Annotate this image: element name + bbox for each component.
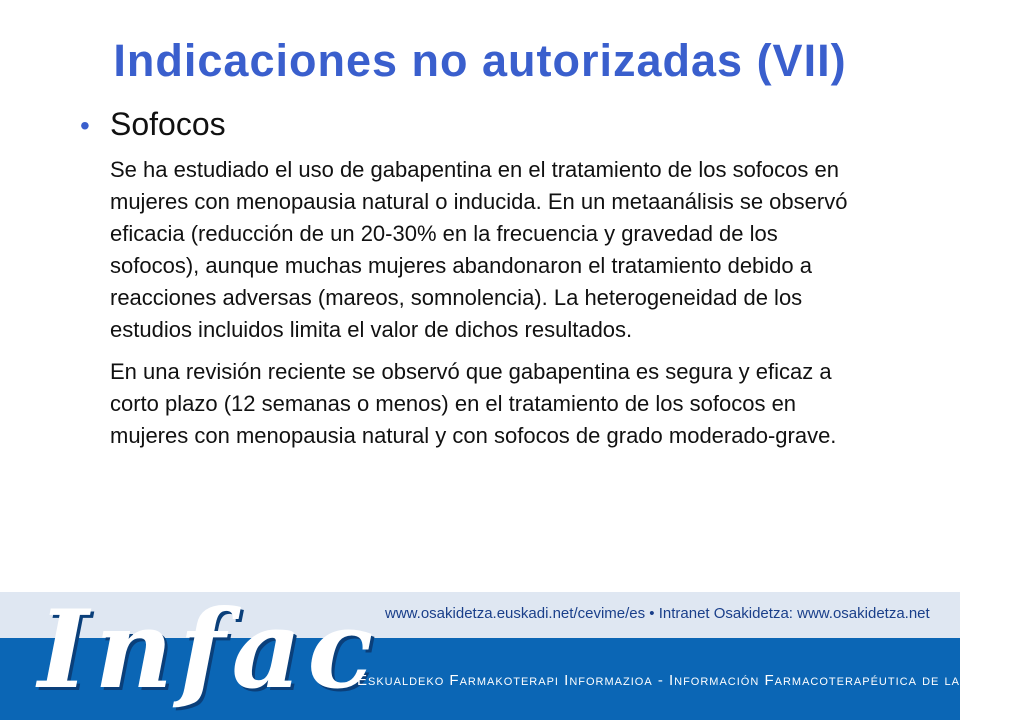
paragraph-review: En una revisión reciente se observó que gabapentina es segura y eficaz a corto plazo (12 semanas o menos) en el tratamiento de los sofocos en mujeres con menopausia natural y con sofocos de grado moderado-grave. — [110, 359, 837, 448]
footer-tagline: Eskualdeko Farmakoterapi Informazioa - Información Farmacoterapéutica de la Comarca — [357, 672, 1031, 689]
infac-logo — [38, 587, 380, 720]
footer-url-line[interactable]: www.osakidetza.euskadi.net/cevime/es • Intranet Osakidetza: www.osakidetza.net — [385, 605, 930, 622]
slide-title: Indicaciones no autorizadas (VII) — [113, 35, 847, 86]
paragraph-metaanalysis: Se ha estudiado el uso de gabapentina en el tratamiento de los sofocos en mujeres con menopausia natural o inducida. En un metaanálisis se observó eficacia (reducción de un 20-30% en la frecuencia y gravedad de los sofocos), aunque muchas mujeres abandonaron el tratamiento debido a reacciones adversas (mareos, somnolencia). La heterogeneidad de los estudios incluidos limita el valor de dichos resultados. — [110, 157, 848, 342]
bullet-heading: Sofocos — [110, 106, 226, 142]
infac-logo-text: Infac — [38, 587, 380, 713]
footer-banner — [0, 587, 1031, 720]
bullet-dot: • — [80, 110, 90, 141]
slide-content — [80, 104, 880, 452]
bullet-item — [80, 104, 880, 144]
